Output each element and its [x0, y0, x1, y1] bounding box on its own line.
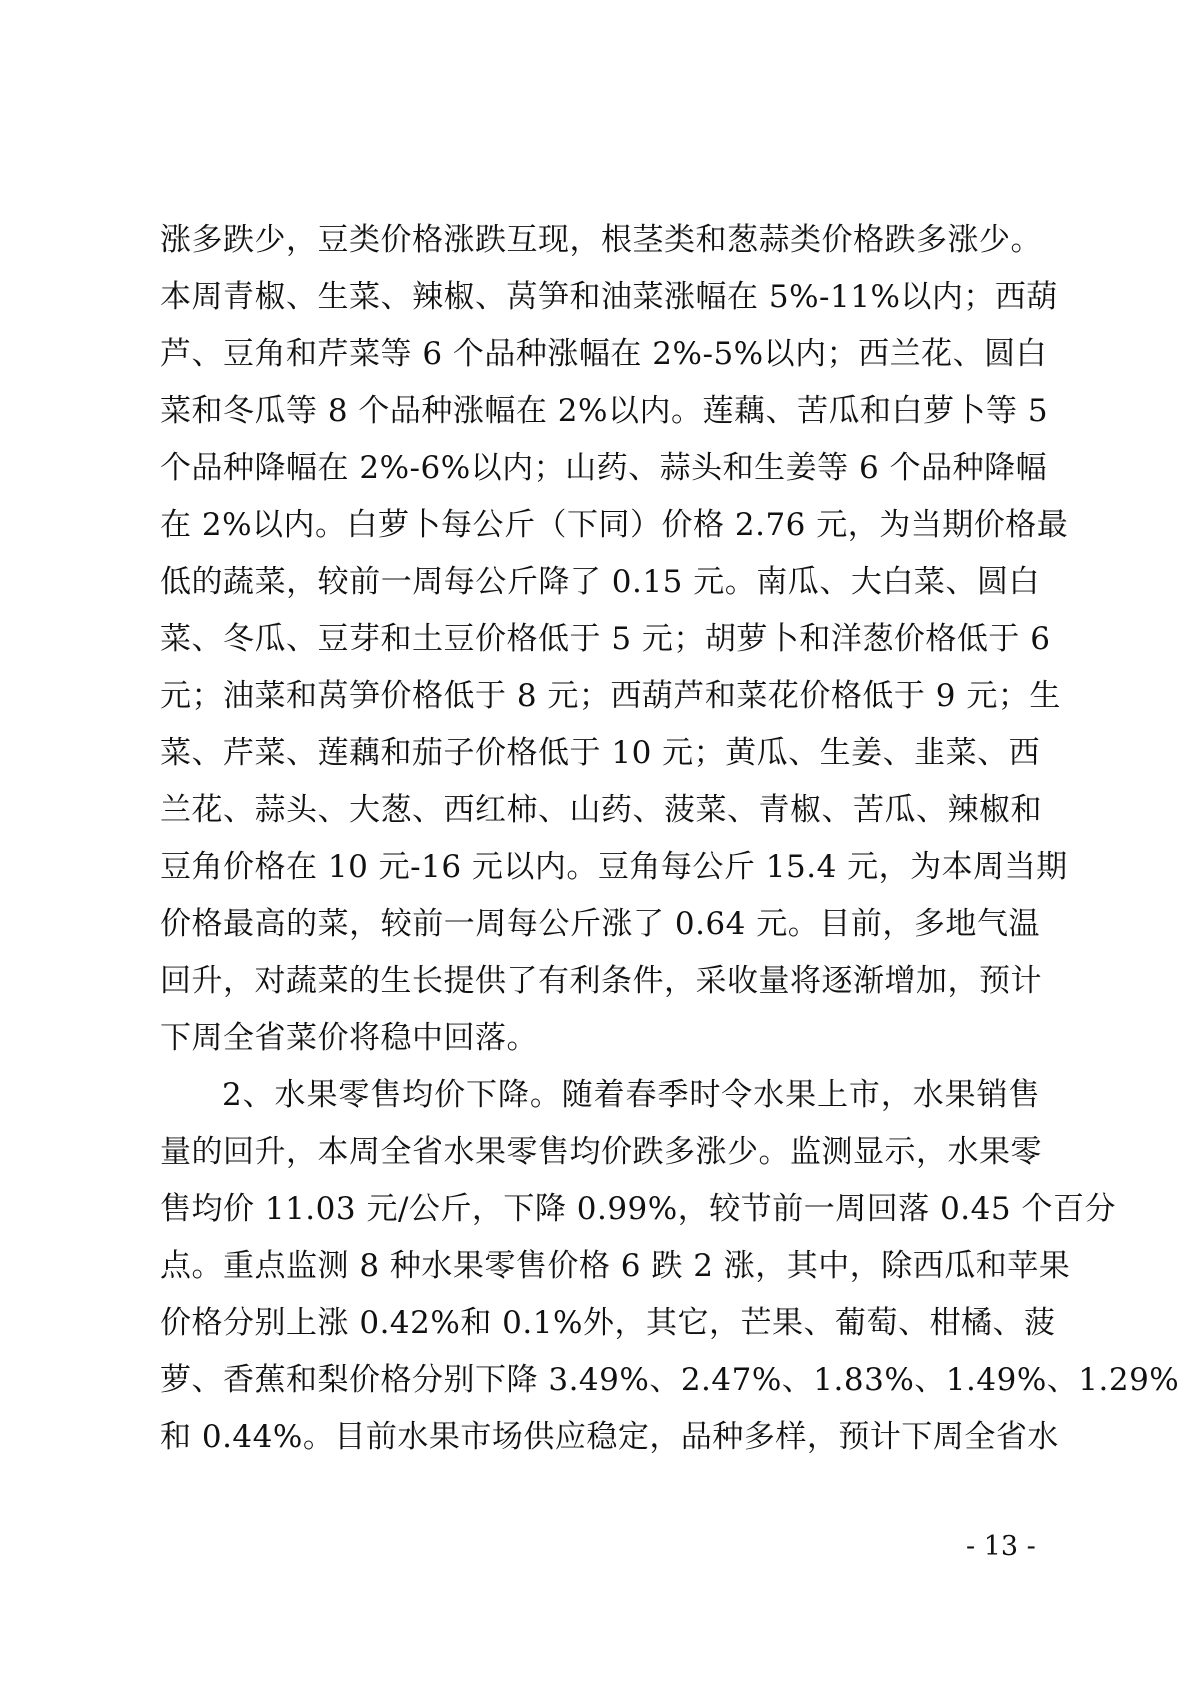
text-line: 芦、豆角和芹菜等 6 个品种涨幅在 2%-5%以内；西兰花、圆白	[160, 336, 1048, 372]
text-line: 个品种降幅在 2%-6%以内；山药、蒜头和生姜等 6 个品种降幅	[160, 450, 1048, 486]
text-line: 低的蔬菜，较前一周每公斤降了 0.15 元。南瓜、大白菜、圆白	[160, 564, 1040, 600]
text-line: 点。重点监测 8 种水果零售价格 6 跌 2 涨，其中，除西瓜和苹果	[160, 1248, 1071, 1284]
text-line: 菜和冬瓜等 8 个品种涨幅在 2%以内。莲藕、苦瓜和白萝卜等 5	[160, 393, 1049, 429]
text-line: 萝、香蕉和梨价格分别下降 3.49%、2.47%、1.83%、1.49%、1.29%	[160, 1362, 1180, 1398]
text-line: 菜、冬瓜、豆芽和土豆价格低于 5 元；胡萝卜和洋葱价格低于 6	[160, 621, 1051, 657]
section-heading-line: 2、水果零售均价下降。随着春季时令水果上市，水果销售	[222, 1077, 1040, 1113]
text-line: 回升，对蔬菜的生长提供了有利条件，采收量将逐渐增加，预计	[160, 963, 1042, 999]
text-line: 和 0.44%。目前水果市场供应稳定，品种多样，预计下周全省水	[160, 1419, 1059, 1455]
text-line: 在 2%以内。白萝卜每公斤（下同）价格 2.76 元，为当期价格最	[160, 507, 1069, 543]
text-line: 价格最高的菜，较前一周每公斤涨了 0.64 元。目前，多地气温	[160, 906, 1040, 942]
text-line: 价格分别上涨 0.42%和 0.1%外，其它，芒果、葡萄、柑橘、菠	[160, 1305, 1056, 1341]
text-line: 豆角价格在 10 元-16 元以内。豆角每公斤 15.4 元，为本周当期	[160, 849, 1068, 885]
text-line: 涨多跌少，豆类价格涨跌互现，根茎类和葱蒜类价格跌多涨少。	[160, 222, 1042, 258]
text-line: 兰花、蒜头、大葱、西红柿、山药、菠菜、青椒、苦瓜、辣椒和	[160, 792, 1042, 828]
text-line: 下周全省菜价将稳中回落。	[160, 1020, 538, 1056]
body-text	[160, 212, 1180, 1466]
text-line: 菜、芹菜、莲藕和茄子价格低于 10 元；黄瓜、生姜、韭菜、西	[160, 735, 1041, 771]
page-number: - 13 -	[966, 1531, 1036, 1562]
text-line: 售均价 11.03 元/公斤，下降 0.99%，较节前一周回落 0.45 个百分	[160, 1191, 1116, 1227]
text-line: 本周青椒、生菜、辣椒、莴笋和油菜涨幅在 5%-11%以内；西葫	[160, 279, 1058, 315]
text-line: 元；油菜和莴笋价格低于 8 元；西葫芦和菜花价格低于 9 元；生	[160, 678, 1061, 714]
text-line: 量的回升，本周全省水果零售均价跌多涨少。监测显示，水果零	[160, 1134, 1042, 1170]
